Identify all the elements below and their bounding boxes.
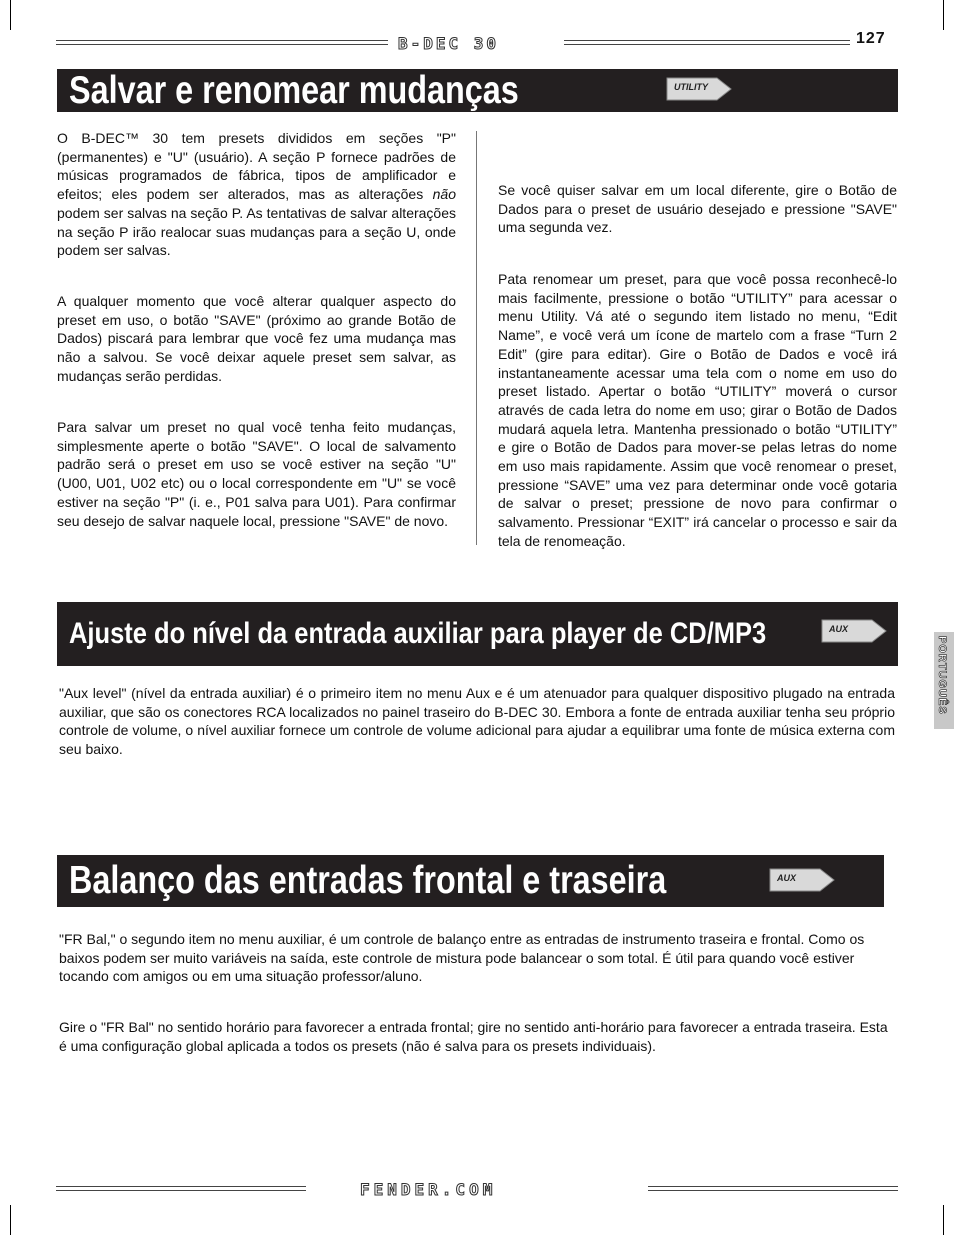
aux-badge (820, 618, 888, 644)
footer-rule-left (56, 1186, 306, 1191)
paragraph: Pata renomear um preset, para que você possa reconhecê-lo mais facilmente, pressione o botão “UTILITY” para acessar o menu Utility. Vá até o segundo item listado no menu, “Edit Name”, e você verá um ícone de martelo com a frase “Turn 2 Edit” (gire para editar). Gire o Botão de Dados e você irá instantaneamente acessar uma tela com o nome em uso do preset listado. Apertar o botão “UTILITY” moverá o cursor através de cada letra do nome em uso; girar o Botão de Dados mudará aquela letra. Mantenha pressionado o botão “UTILITY” e gire o Botão de Dados para mover-se pelas letras do nome em uso mais rapidamente. Assim que você renomear o preset, pressione “SAVE” uma vez para determinar onde você gotaria de salvar o preset; pressione de novo para confirmar o salvamento. Pressionar “EXIT” irá cancelar o processo e sair da tela de renomeação. (498, 271, 897, 549)
language-tab (934, 632, 954, 729)
paragraph: Para salvar um preset no qual você tenha feito mudanças, simplesmente aperte o botão "SAVE". O local de salvamento padrão será o preset em uso se você estiver na seção "U" (U00, U01, U02 etc) ou o local correspondente em "U" se você estiver na seção "P" (i. e., P01 salva para U01). Para confirmar seu desejo de salvar naquele local, pressione "SAVE" de novo. (57, 419, 456, 529)
footer-rule-right (648, 1186, 898, 1191)
paragraph-emphasis: não (432, 186, 456, 203)
badge-label: UTILITY (674, 82, 708, 92)
badge-label: AUX (777, 873, 797, 883)
section-title: Ajuste do nível da entrada auxiliar para player de CD/MP3 (69, 617, 767, 650)
section-banner (57, 602, 898, 666)
section-banner (57, 855, 884, 907)
section-title: Balanço das entradas frontal e traseira (69, 859, 667, 902)
paragraph-text: O B-DEC™ 30 tem presets divididos em seções "P" (permanentes) e "U" (usuário). A seção P fornece padrões de músicas programados de fábrica, tipos de amplificador e efeitos; eles podem ser alterados, mas as alterações (57, 130, 456, 203)
section-title: Salvar e renomear mudanças (69, 69, 519, 112)
language-label: PORTUGUÊS (936, 636, 948, 715)
crop-mark (943, 0, 944, 30)
column-divider (476, 131, 477, 545)
page-number: 127 (856, 30, 886, 47)
paragraph: "Aux level" (nível da entrada auxiliar) é o primeiro item no menu Aux e é um atenuador para qualquer dispositivo plugado na entrada auxiliar, que são os conectores RCA localizados no painel traseiro do B-DEC 30. Embora a fonte de entrada auxiliar tenha seu próprio controle de volume, o nível auxiliar fornece um controle de volume adicional para ajudar a equilibrar uma fonte de música externa com seu baixo. (59, 685, 895, 758)
paragraph: "FR Bal," o segundo item no menu auxiliar, é um controle de balanço entre as entradas de instrumento traseira e frontal. Como os baixos podem ser muito variáveis na saída, este controle de mistura pode balancear o som total. É útil para quando você estiver tocando com amigos ou em uma situação professor/aluno. (59, 931, 865, 985)
paragraph: Se você quiser salvar em um local diferente, gire o Botão de Dados para o preset de usuário desejado e pressione "SAVE" uma segunda vez. (498, 182, 897, 236)
utility-badge (665, 76, 733, 102)
crop-mark (10, 0, 11, 30)
paragraph: Gire o "FR Bal" no sentido horário para favorecer a entrada frontal; gire no sentido anti-horário para favorecer a entrada traseira. Esta é uma configuração global aplicada a todos os presets (não é salva para os presets individuais). (59, 1019, 888, 1054)
paragraph (57, 129, 456, 260)
badge-label: AUX (829, 624, 849, 634)
header-product-name: B-DEC 30 (398, 34, 500, 53)
crop-mark (943, 1205, 944, 1235)
header-rule-left (56, 40, 388, 45)
paragraph: A qualquer momento que você alterar qualquer aspecto do preset em uso, o botão "SAVE" (próximo ao grande Botão de Dados) piscará para lembrar que você fez uma mudança mas não a salvou. Se você deixar aquele preset sem salvar, as mudanças serão perdidas. (57, 293, 456, 384)
crop-mark (10, 1205, 11, 1235)
paragraph-text: podem ser salvas na seção P. As tentativas de salvar alterações na seção P irão realocar suas mudanças para a seção U, onde podem ser salvas. (57, 204, 456, 259)
header-rule-right (564, 40, 850, 45)
aux-badge (768, 867, 836, 893)
section-banner (57, 69, 898, 112)
footer-website: FENDER.COM (360, 1180, 497, 1199)
